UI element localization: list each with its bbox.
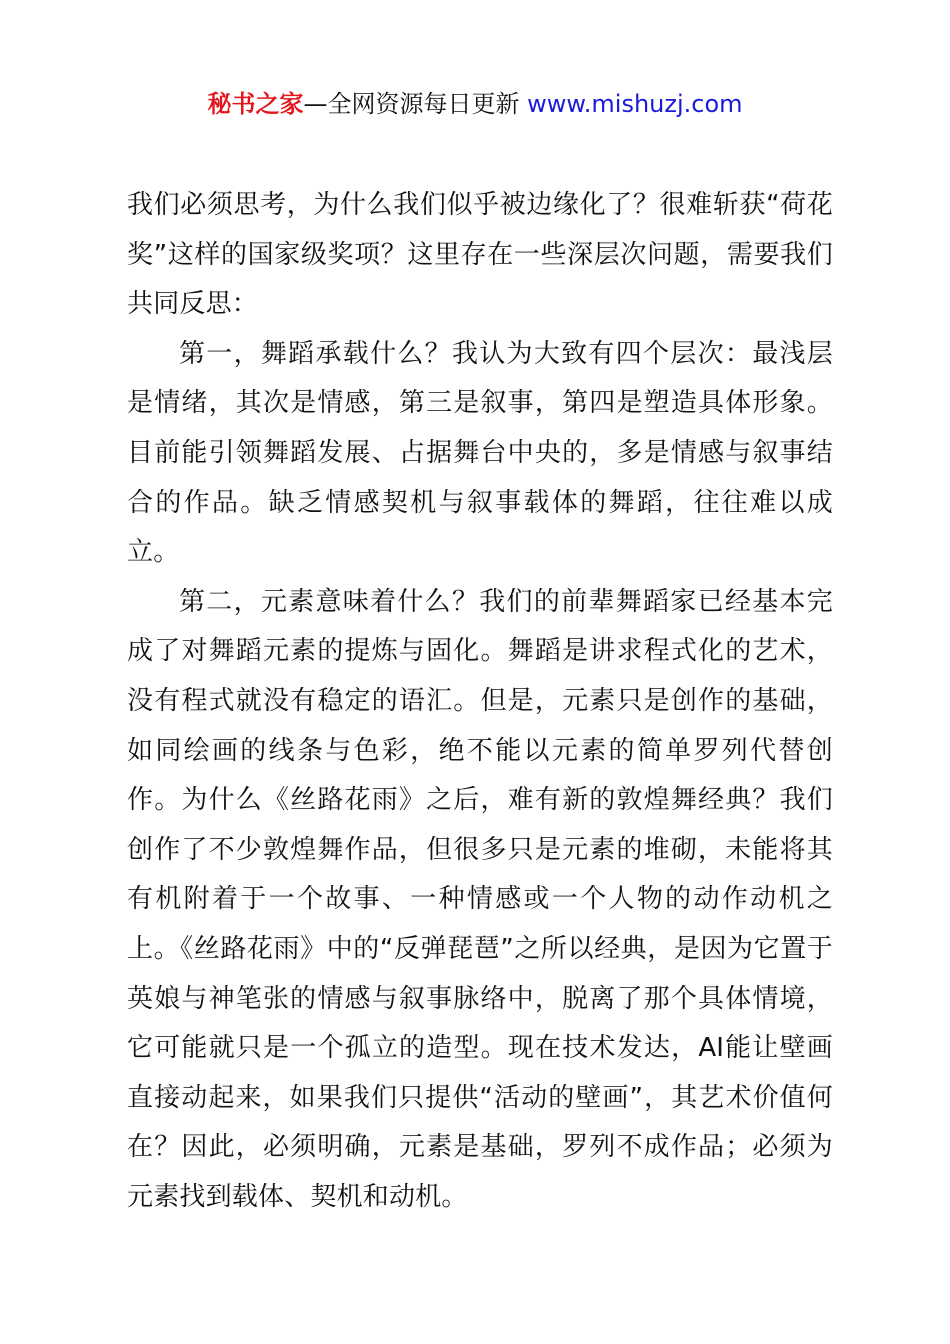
document-body	[127, 181, 833, 1222]
header-tagline: —全网资源每日更新	[303, 90, 520, 118]
header-brand: 秘书之家	[207, 90, 304, 118]
page-header	[0, 86, 950, 122]
paragraph-first-point: 第一，舞蹈承载什么？我认为大致有四个层次：最浅层是情绪，其次是情感，第三是叙事，第四是塑造具体形象。目前能引领舞蹈发展、占据舞台中央的，多是情感与叙事结合的作品。缺乏情感契机与叙事载体的舞蹈，往往难以成立。	[127, 338, 833, 568]
paragraph-second-point: 第二，元素意味着什么？我们的前辈舞蹈家已经基本完成了对舞蹈元素的提炼与固化。舞蹈是讲求程式化的艺术，没有程式就没有稳定的语汇。但是，元素只是创作的基础，如同绘画的线条与色彩，绝不能以元素的简单罗列代替创作。为什么《丝路花雨》之后，难有新的敦煌舞经典？我们创作了不少敦煌舞作品，但很多只是元素的堆砌，未能将其有机附着于一个故事、一种情感或一个人物的动作动机之上。《丝路花雨》中的“反弹琵琶”之所以经典，是因为它置于英娘与神笔张的情感与叙事脉络中，脱离了那个具体情境，它可能就只是一个孤立的造型。现在技术发达，AI能让壁画直接动起来，如果我们只提供“活动的壁画”，其艺术价值何在？因此，必须明确，元素是基础，罗列不成作品；必须为元素找到载体、契机和动机。	[127, 586, 833, 1212]
header-url-link[interactable]: www.mishuzj.com	[527, 90, 743, 118]
paragraph-intro: 我们必须思考，为什么我们似乎被边缘化了？很难斩获“荷花奖”这样的国家级奖项？这里存在一些深层次问题，需要我们共同反思：	[127, 190, 833, 320]
